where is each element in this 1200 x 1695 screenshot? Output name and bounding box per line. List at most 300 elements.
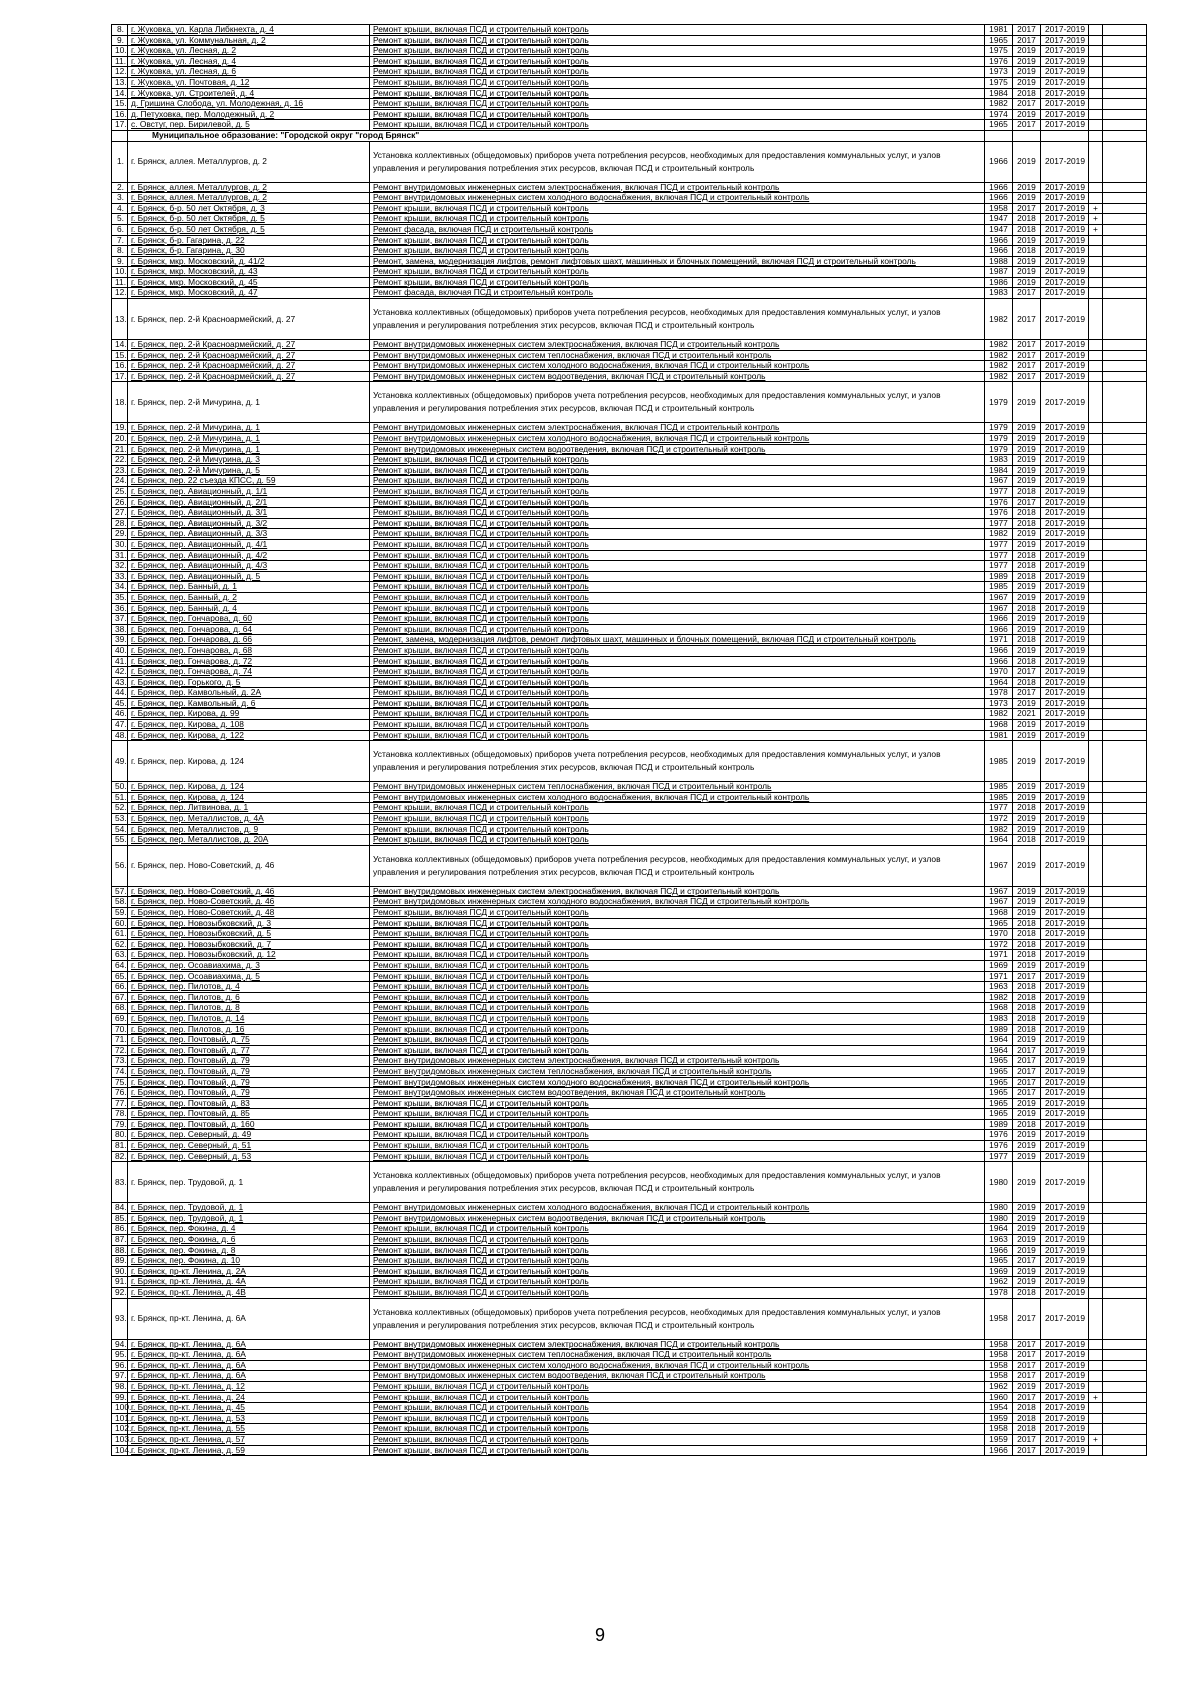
work-type-cell: Ремонт крыши, включая ПСД и строительный контроль — [370, 1235, 985, 1246]
row-number: 14. — [112, 88, 128, 99]
period-cell: 2017-2019 — [1041, 1235, 1089, 1246]
table-row — [112, 803, 1147, 814]
address-cell: г. Брянск, пер. 2-й Мичурина, д. 5 — [128, 465, 370, 476]
row-number: 25. — [112, 487, 128, 498]
build-year-cell: 1966 — [985, 193, 1013, 204]
blank-cell — [1103, 141, 1147, 182]
build-year-cell: 1983 — [985, 1013, 1013, 1024]
blank-cell — [1103, 1203, 1147, 1214]
plan-year-cell: 2018 — [1013, 224, 1041, 235]
work-type-cell: Ремонт крыши, включая ПСД и строительный контроль — [370, 1035, 985, 1046]
period-cell: 2017-2019 — [1041, 1392, 1089, 1403]
work-type-cell: Ремонт крыши, включая ПСД и строительный контроль — [370, 908, 985, 919]
table-row — [112, 1066, 1147, 1077]
table-row — [112, 497, 1147, 508]
build-year-cell: 1958 — [985, 1339, 1013, 1350]
blank-cell — [1103, 1213, 1147, 1224]
work-type-cell: Ремонт крыши, включая ПСД и строительный контроль — [370, 1277, 985, 1288]
build-year-cell: 1967 — [985, 592, 1013, 603]
address-cell: г. Брянск, б-р. Гагарина, д. 30 — [128, 246, 370, 257]
table-row — [112, 1045, 1147, 1056]
plan-year-cell: 2019 — [1013, 1098, 1041, 1109]
plan-year-cell: 2017 — [1013, 1298, 1041, 1339]
work-type-cell: Ремонт крыши, включая ПСД и строительный контроль — [370, 814, 985, 825]
plan-year-cell: 2017 — [1013, 1434, 1041, 1445]
table-row — [112, 203, 1147, 214]
plan-year-cell: 2019 — [1013, 792, 1041, 803]
mark-cell — [1089, 1403, 1103, 1414]
build-year-cell: 1978 — [985, 1288, 1013, 1299]
table-row — [112, 214, 1147, 225]
period-cell: 2017-2019 — [1041, 1035, 1089, 1046]
blank-cell — [1103, 824, 1147, 835]
table-row — [112, 46, 1147, 57]
build-year-cell: 1979 — [985, 423, 1013, 434]
mark-cell — [1089, 1288, 1103, 1299]
plan-year-cell: 2019 — [1013, 529, 1041, 540]
build-year-cell: 1962 — [985, 1381, 1013, 1392]
period-cell: 2017-2019 — [1041, 529, 1089, 540]
work-type-cell: Ремонт крыши, включая ПСД и строительный контроль — [370, 992, 985, 1003]
table-row — [112, 992, 1147, 1003]
plan-year-cell: 2017 — [1013, 203, 1041, 214]
address-cell: г. Брянск, мкр. Московский, д. 47 — [128, 288, 370, 299]
row-number: 94. — [112, 1339, 128, 1350]
address-cell: г. Брянск, мкр. Московский, д. 43 — [128, 267, 370, 278]
period-cell: 2017-2019 — [1041, 182, 1089, 193]
blank-cell — [1103, 476, 1147, 487]
work-type-cell: Ремонт внутридомовых инженерных систем холодного водоснабжения, включая ПСД и строительный контроль — [370, 193, 985, 204]
table-row — [112, 246, 1147, 257]
period-cell: 2017-2019 — [1041, 1381, 1089, 1392]
blank-cell — [1103, 299, 1147, 340]
row-number: 91. — [112, 1277, 128, 1288]
plan-year-cell: 2019 — [1013, 267, 1041, 278]
build-year-cell: 1971 — [985, 635, 1013, 646]
plan-year-cell: 2018 — [1013, 1119, 1041, 1130]
blank-cell — [1103, 203, 1147, 214]
period-cell: 2017-2019 — [1041, 592, 1089, 603]
period-cell: 2017-2019 — [1041, 88, 1089, 99]
table-row — [112, 677, 1147, 688]
blank-cell — [1103, 1088, 1147, 1099]
work-type-cell: Ремонт крыши, включая ПСД и строительный контроль — [370, 1434, 985, 1445]
blank-cell — [1103, 497, 1147, 508]
table-row — [112, 141, 1147, 182]
period-cell: 2017-2019 — [1041, 423, 1089, 434]
address-cell: г. Брянск, пер. Гончарова, д. 74 — [128, 667, 370, 678]
blank-cell — [1103, 1003, 1147, 1014]
build-year-cell: 1975 — [985, 46, 1013, 57]
blank-cell — [1103, 182, 1147, 193]
build-year-cell: 1964 — [985, 1045, 1013, 1056]
section-blank-cell — [985, 130, 1013, 141]
blank-cell — [1103, 929, 1147, 940]
mark-cell — [1089, 950, 1103, 961]
address-cell: г. Брянск, пер. Гончарова, д. 60 — [128, 614, 370, 625]
work-type-cell: Ремонт фасада, включая ПСД и строительный контроль — [370, 288, 985, 299]
work-type-cell: Ремонт крыши, включая ПСД и строительный контроль — [370, 918, 985, 929]
build-year-cell: 1966 — [985, 1245, 1013, 1256]
plan-year-cell: 2019 — [1013, 1266, 1041, 1277]
mark-cell — [1089, 88, 1103, 99]
mark-cell — [1089, 603, 1103, 614]
build-year-cell: 1965 — [985, 1088, 1013, 1099]
mark-cell: + — [1089, 224, 1103, 235]
row-number: 39. — [112, 635, 128, 646]
blank-cell — [1103, 677, 1147, 688]
blank-cell — [1103, 1266, 1147, 1277]
blank-cell — [1103, 1024, 1147, 1035]
plan-year-cell: 2018 — [1013, 571, 1041, 582]
table-row — [112, 741, 1147, 782]
work-type-cell: Ремонт крыши, включая ПСД и строительный контроль — [370, 77, 985, 88]
work-type-cell: Ремонт крыши, включая ПСД и строительный контроль — [370, 46, 985, 57]
blank-cell — [1103, 224, 1147, 235]
plan-year-cell: 2019 — [1013, 645, 1041, 656]
work-type-cell: Ремонт крыши, включая ПСД и строительный контроль — [370, 1392, 985, 1403]
plan-year-cell: 2019 — [1013, 730, 1041, 741]
plan-year-cell: 2017 — [1013, 25, 1041, 36]
period-cell: 2017-2019 — [1041, 1350, 1089, 1361]
row-number: 80. — [112, 1130, 128, 1141]
plan-year-cell: 2021 — [1013, 709, 1041, 720]
address-cell: г. Брянск, пер. Фокина, д. 4 — [128, 1224, 370, 1235]
table-row — [112, 730, 1147, 741]
plan-year-cell: 2019 — [1013, 624, 1041, 635]
blank-cell — [1103, 1045, 1147, 1056]
table-row — [112, 1360, 1147, 1371]
address-cell: г. Брянск, аллея. Металлургов, д. 2 — [128, 182, 370, 193]
work-type-cell: Ремонт крыши, включая ПСД и строительный контроль — [370, 120, 985, 131]
section-blank-cell — [1013, 130, 1041, 141]
row-number: 69. — [112, 1013, 128, 1024]
build-year-cell: 1977 — [985, 803, 1013, 814]
mark-cell — [1089, 1245, 1103, 1256]
address-cell: г. Брянск, пер. Новозыбковский, д. 3 — [128, 918, 370, 929]
work-type-cell: Ремонт внутридомовых инженерных систем электроснабжения, включая ПСД и строительный контроль — [370, 1056, 985, 1067]
row-number: 75. — [112, 1077, 128, 1088]
row-number: 63. — [112, 950, 128, 961]
table-row — [112, 193, 1147, 204]
table-row — [112, 971, 1147, 982]
period-cell: 2017-2019 — [1041, 267, 1089, 278]
plan-year-cell: 2017 — [1013, 1360, 1041, 1371]
mark-cell — [1089, 886, 1103, 897]
plan-year-cell: 2019 — [1013, 1381, 1041, 1392]
work-type-cell: Ремонт крыши, включая ПСД и строительный контроль — [370, 1266, 985, 1277]
work-type-cell: Ремонт крыши, включая ПСД и строительный контроль — [370, 235, 985, 246]
period-cell: 2017-2019 — [1041, 645, 1089, 656]
build-year-cell: 1954 — [985, 1403, 1013, 1414]
build-year-cell: 1964 — [985, 677, 1013, 688]
plan-year-cell: 2017 — [1013, 35, 1041, 46]
mark-cell — [1089, 56, 1103, 67]
row-number: 83. — [112, 1162, 128, 1203]
row-number: 104. — [112, 1445, 128, 1456]
blank-cell — [1103, 77, 1147, 88]
mark-cell — [1089, 1162, 1103, 1203]
period-cell: 2017-2019 — [1041, 1371, 1089, 1382]
work-type-cell: Ремонт внутридомовых инженерных систем холодного водоснабжения, включая ПСД и строительный контроль — [370, 897, 985, 908]
blank-cell — [1103, 423, 1147, 434]
build-year-cell: 1982 — [985, 99, 1013, 110]
blank-cell — [1103, 1339, 1147, 1350]
address-cell: г. Брянск, пер. Авиационный, д. 3/2 — [128, 518, 370, 529]
build-year-cell: 1971 — [985, 950, 1013, 961]
plan-year-cell: 2019 — [1013, 960, 1041, 971]
address-cell: г. Брянск, пер. 2-й Красноармейский, д. 27 — [128, 361, 370, 372]
plan-year-cell: 2017 — [1013, 1066, 1041, 1077]
row-number: 47. — [112, 720, 128, 731]
address-cell: г. Брянск, пер. Пилотов, д. 4 — [128, 982, 370, 993]
build-year-cell: 1964 — [985, 1035, 1013, 1046]
row-number: 2. — [112, 182, 128, 193]
address-cell: г. Брянск, пер. Металлистов, д. 4А — [128, 814, 370, 825]
mark-cell — [1089, 1424, 1103, 1435]
mark-cell — [1089, 256, 1103, 267]
period-cell: 2017-2019 — [1041, 1360, 1089, 1371]
build-year-cell: 1982 — [985, 824, 1013, 835]
work-type-cell: Ремонт крыши, включая ПСД и строительный контроль — [370, 1119, 985, 1130]
address-cell: г. Брянск, пер. Почтовый, д. 85 — [128, 1109, 370, 1120]
address-cell: г. Жуковка, ул. Строителей, д. 4 — [128, 88, 370, 99]
work-type-cell: Установка коллективных (общедомовых) приборов учета потребления ресурсов, необходимых для предоставления коммунальных услуг, и узлов управления и регулирования потребления этих ресурсов, включая ПСД и строительный контроль — [370, 382, 985, 423]
work-type-cell: Ремонт фасада, включая ПСД и строительный контроль — [370, 224, 985, 235]
blank-cell — [1103, 288, 1147, 299]
work-type-cell: Ремонт крыши, включая ПСД и строительный контроль — [370, 529, 985, 540]
address-cell: г. Брянск, пер. Металлистов, д. 20А — [128, 835, 370, 846]
blank-cell — [1103, 1277, 1147, 1288]
plan-year-cell: 2019 — [1013, 814, 1041, 825]
work-type-cell: Ремонт, замена, модернизация лифтов, ремонт лифтовых шахт, машинных и блочных помещений, включая ПСД и строительный контроль — [370, 635, 985, 646]
plan-year-cell: 2019 — [1013, 824, 1041, 835]
work-type-cell: Ремонт крыши, включая ПСД и строительный контроль — [370, 571, 985, 582]
blank-cell — [1103, 603, 1147, 614]
mark-cell — [1089, 120, 1103, 131]
build-year-cell: 1977 — [985, 539, 1013, 550]
mark-cell — [1089, 267, 1103, 278]
period-cell: 2017-2019 — [1041, 971, 1089, 982]
mark-cell — [1089, 1088, 1103, 1099]
period-cell: 2017-2019 — [1041, 730, 1089, 741]
address-cell: г. Брянск, пер. Трудовой, д. 1 — [128, 1213, 370, 1224]
work-type-cell: Ремонт крыши, включая ПСД и строительный контроль — [370, 1130, 985, 1141]
table-row — [112, 1203, 1147, 1214]
period-cell: 2017-2019 — [1041, 246, 1089, 257]
row-number: 5. — [112, 214, 128, 225]
table-row — [112, 1424, 1147, 1435]
rows-prev-municipality — [112, 25, 1147, 131]
work-type-cell: Ремонт крыши, включая ПСД и строительный контроль — [370, 277, 985, 288]
period-cell: 2017-2019 — [1041, 886, 1089, 897]
mark-cell — [1089, 277, 1103, 288]
work-type-cell: Ремонт внутридомовых инженерных систем холодного водоснабжения, включая ПСД и строительный контроль — [370, 1077, 985, 1088]
address-cell: г. Брянск, пер. 22 съезда КПСС, д. 59 — [128, 476, 370, 487]
period-cell: 2017-2019 — [1041, 1098, 1089, 1109]
table-row — [112, 455, 1147, 466]
plan-year-cell: 2019 — [1013, 1109, 1041, 1120]
work-type-cell: Ремонт крыши, включая ПСД и строительный контроль — [370, 698, 985, 709]
mark-cell — [1089, 1266, 1103, 1277]
address-cell: г. Брянск, пер. Трудовой, д. 1 — [128, 1203, 370, 1214]
build-year-cell: 1977 — [985, 1151, 1013, 1162]
address-cell: г. Брянск, пер. Кирова, д. 122 — [128, 730, 370, 741]
address-cell: г. Жуковка, ул. Карла Либкнехта, д. 4 — [128, 25, 370, 36]
row-number: 37. — [112, 614, 128, 625]
table-row — [112, 299, 1147, 340]
address-cell: г. Брянск, пр-кт. Ленина, д. 4А — [128, 1277, 370, 1288]
address-cell: г. Брянск, пер. Пилотов, д. 14 — [128, 1013, 370, 1024]
work-type-cell: Установка коллективных (общедомовых) приборов учета потребления ресурсов, необходимых для предоставления коммунальных услуг, и узлов управления и регулирования потребления этих ресурсов, включая ПСД и строительный контроль — [370, 299, 985, 340]
work-type-cell: Ремонт внутридомовых инженерных систем электроснабжения, включая ПСД и строительный контроль — [370, 340, 985, 351]
address-cell: г. Брянск, пр-кт. Ленина, д. 59 — [128, 1445, 370, 1456]
work-type-cell: Ремонт крыши, включая ПСД и строительный контроль — [370, 824, 985, 835]
blank-cell — [1103, 487, 1147, 498]
build-year-cell: 1977 — [985, 518, 1013, 529]
address-cell: г. Брянск, пер. Авиационный, д. 4/1 — [128, 539, 370, 550]
mark-cell — [1089, 1381, 1103, 1392]
address-cell: г. Брянск, пер. Гончарова, д. 66 — [128, 635, 370, 646]
plan-year-cell: 2017 — [1013, 1045, 1041, 1056]
work-type-cell: Ремонт внутридомовых инженерных систем холодного водоснабжения, включая ПСД и строительный контроль — [370, 361, 985, 372]
plan-year-cell: 2019 — [1013, 908, 1041, 919]
build-year-cell: 1967 — [985, 886, 1013, 897]
table-row — [112, 709, 1147, 720]
plan-year-cell: 2019 — [1013, 1277, 1041, 1288]
table-row — [112, 382, 1147, 423]
address-cell: г. Брянск, пр-кт. Ленина, д. 53 — [128, 1413, 370, 1424]
row-number: 22. — [112, 455, 128, 466]
mark-cell — [1089, 741, 1103, 782]
row-number: 55. — [112, 835, 128, 846]
blank-cell — [1103, 120, 1147, 131]
mark-cell — [1089, 1203, 1103, 1214]
blank-cell — [1103, 1066, 1147, 1077]
table-row — [112, 1256, 1147, 1267]
blank-cell — [1103, 1298, 1147, 1339]
blank-cell — [1103, 277, 1147, 288]
blank-cell — [1103, 1392, 1147, 1403]
plan-year-cell: 2019 — [1013, 141, 1041, 182]
build-year-cell: 1965 — [985, 1256, 1013, 1267]
plan-year-cell: 2019 — [1013, 1203, 1041, 1214]
period-cell: 2017-2019 — [1041, 709, 1089, 720]
build-year-cell: 1982 — [985, 992, 1013, 1003]
plan-year-cell: 2018 — [1013, 929, 1041, 940]
row-number: 38. — [112, 624, 128, 635]
mark-cell — [1089, 918, 1103, 929]
blank-cell — [1103, 1141, 1147, 1152]
period-cell: 2017-2019 — [1041, 792, 1089, 803]
build-year-cell: 1975 — [985, 77, 1013, 88]
table-row — [112, 1298, 1147, 1339]
row-number: 70. — [112, 1024, 128, 1035]
period-cell: 2017-2019 — [1041, 214, 1089, 225]
build-year-cell: 1964 — [985, 835, 1013, 846]
plan-year-cell: 2017 — [1013, 1339, 1041, 1350]
plan-year-cell: 2018 — [1013, 550, 1041, 561]
address-cell: г. Брянск, пер. Кирова, д. 99 — [128, 709, 370, 720]
work-type-cell: Ремонт крыши, включая ПСД и строительный контроль — [370, 677, 985, 688]
row-number: 73. — [112, 1056, 128, 1067]
work-type-cell: Ремонт крыши, включая ПСД и строительный контроль — [370, 667, 985, 678]
address-cell: г. Брянск, пер. Новозыбковский, д. 5 — [128, 929, 370, 940]
address-cell: г. Брянск, пр-кт. Ленина, д. 6А — [128, 1371, 370, 1382]
address-cell: г. Брянск, пер. 2-й Красноармейский, д. 27 — [128, 299, 370, 340]
work-type-cell: Ремонт крыши, включая ПСД и строительный контроль — [370, 720, 985, 731]
address-cell: г. Брянск, пер. Авиационный, д. 3/1 — [128, 508, 370, 519]
work-type-cell: Ремонт крыши, включая ПСД и строительный контроль — [370, 203, 985, 214]
row-number: 102. — [112, 1424, 128, 1435]
period-cell: 2017-2019 — [1041, 614, 1089, 625]
row-number: 8. — [112, 246, 128, 257]
blank-cell — [1103, 1445, 1147, 1456]
work-type-cell: Ремонт крыши, включая ПСД и строительный контроль — [370, 656, 985, 667]
mark-cell — [1089, 1360, 1103, 1371]
work-type-cell: Ремонт крыши, включая ПСД и строительный контроль — [370, 1098, 985, 1109]
mark-cell — [1089, 1371, 1103, 1382]
row-number: 23. — [112, 465, 128, 476]
table-row — [112, 939, 1147, 950]
table-row — [112, 1434, 1147, 1445]
table-row — [112, 1013, 1147, 1024]
work-type-cell: Ремонт внутридомовых инженерных систем водоотведения, включая ПСД и строительный контроль — [370, 1213, 985, 1224]
work-type-cell: Ремонт крыши, включая ПСД и строительный контроль — [370, 1045, 985, 1056]
period-cell: 2017-2019 — [1041, 235, 1089, 246]
period-cell: 2017-2019 — [1041, 1141, 1089, 1152]
work-type-cell: Ремонт крыши, включая ПСД и строительный контроль — [370, 67, 985, 78]
build-year-cell: 1947 — [985, 214, 1013, 225]
build-year-cell: 1966 — [985, 1445, 1013, 1456]
work-type-cell: Ремонт внутридомовых инженерных систем теплоснабжения, включая ПСД и строительный контроль — [370, 350, 985, 361]
address-cell: г. Брянск, пер. Пилотов, д. 6 — [128, 992, 370, 1003]
work-type-cell: Ремонт крыши, включая ПСД и строительный контроль — [370, 592, 985, 603]
plan-year-cell: 2019 — [1013, 444, 1041, 455]
mark-cell — [1089, 982, 1103, 993]
period-cell: 2017-2019 — [1041, 929, 1089, 940]
mark-cell — [1089, 698, 1103, 709]
period-cell: 2017-2019 — [1041, 46, 1089, 57]
work-type-cell: Ремонт крыши, включая ПСД и строительный контроль — [370, 1224, 985, 1235]
table-row — [112, 109, 1147, 120]
address-cell: с. Овстуг, пер. Бирилевой, д. 5 — [128, 120, 370, 131]
row-number: 62. — [112, 939, 128, 950]
blank-cell — [1103, 835, 1147, 846]
build-year-cell: 1965 — [985, 1077, 1013, 1088]
period-cell: 2017-2019 — [1041, 1162, 1089, 1203]
work-type-cell: Ремонт внутридомовых инженерных систем электроснабжения, включая ПСД и строительный контроль — [370, 182, 985, 193]
period-cell: 2017-2019 — [1041, 918, 1089, 929]
build-year-cell: 1965 — [985, 1098, 1013, 1109]
row-number: 101. — [112, 1413, 128, 1424]
table-row — [112, 25, 1147, 36]
blank-cell — [1103, 235, 1147, 246]
row-number: 103. — [112, 1434, 128, 1445]
mark-cell — [1089, 582, 1103, 593]
address-cell: г. Брянск, пер. Трудовой, д. 1 — [128, 1162, 370, 1203]
plan-year-cell: 2019 — [1013, 1162, 1041, 1203]
work-type-cell: Ремонт крыши, включая ПСД и строительный контроль — [370, 539, 985, 550]
mark-cell — [1089, 529, 1103, 540]
row-number: 41. — [112, 656, 128, 667]
mark-cell — [1089, 929, 1103, 940]
plan-year-cell: 2018 — [1013, 1003, 1041, 1014]
work-type-cell: Ремонт внутридомовых инженерных систем холодного водоснабжения, включая ПСД и строительный контроль — [370, 1360, 985, 1371]
mark-cell — [1089, 667, 1103, 678]
table-row — [112, 824, 1147, 835]
address-cell: г. Брянск, пер. 2-й Красноармейский, д. 27 — [128, 340, 370, 351]
